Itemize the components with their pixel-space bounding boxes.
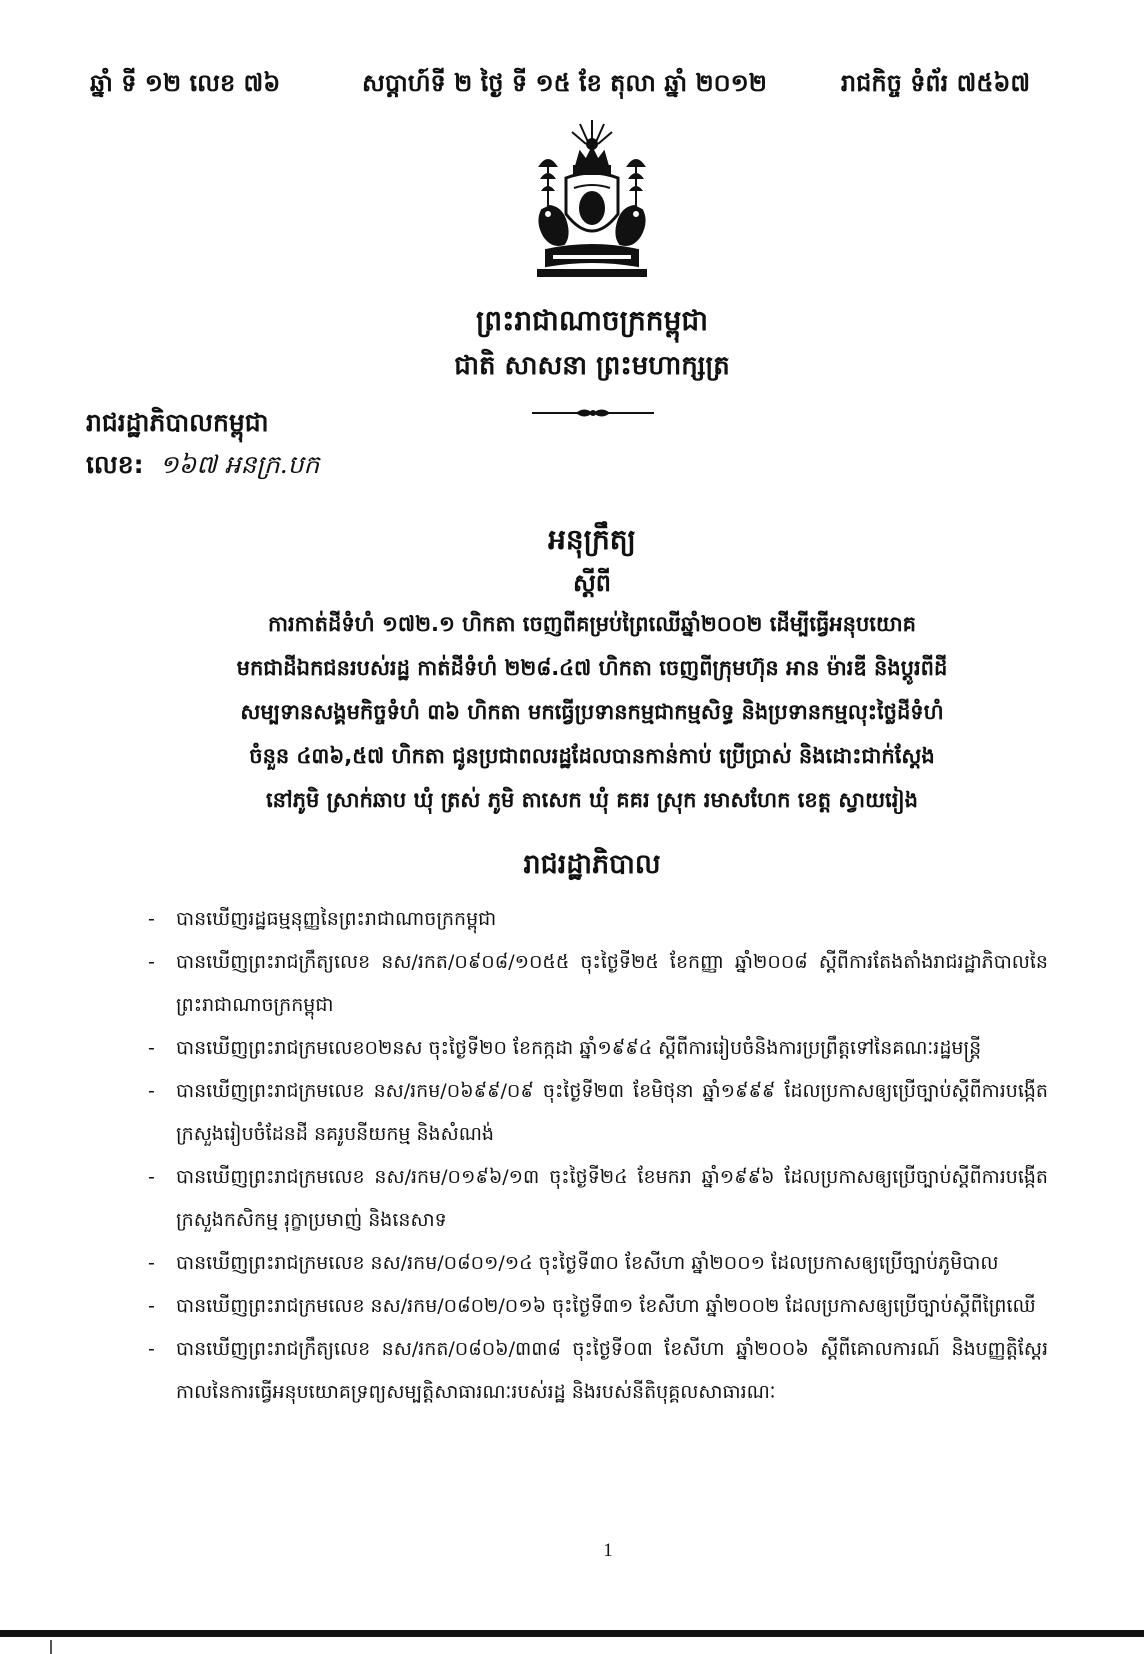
consideration-text: បានឃើញព្រះរាជក្រមលេខ នស/រកម/០១៩៦/១៣ ចុះថ្ងៃទី២៤ ខែមករា ឆ្នាំ១៩៩៦ ដែលប្រកាសឲ្យប្រើច្បាប់ស្ដីពីការបង្កើតក្រសួងកសិកម្ម រុក្ខាប្រមាញ់ និងនេសាទ	[176, 1166, 1048, 1231]
national-motto: ជាតិ សាសនា ព្រះមហាក្សត្រ	[454, 351, 730, 381]
consideration-text: បានឃើញព្រះរាជក្រមលេខ នស/រកម/០៨០១/១៤ ចុះថ្ងៃទី៣០ ខែសីហា ឆ្នាំ២០០១ ដែលប្រកាសឲ្យប្រើច្បាប់ភូមិបាល	[176, 1252, 999, 1274]
list-dash: -	[148, 908, 155, 930]
section-title: រាជរដ្ឋាភិបាល	[523, 849, 661, 880]
kingdom-title: ព្រះរាជាណាចក្រកម្ពុជា	[475, 304, 708, 337]
document-number-label: លេខ:	[86, 450, 144, 479]
consideration-text: បានឃើញព្រះរាជក្រឹត្យលេខ នស/រកត/០៩០៨/១០៥៥ ចុះថ្ងៃទី២៥ ខែកញ្ញា ឆ្នាំ២០០៨ ស្ដីពីការតែងតាំងរាជរដ្ឋាភិបាលនៃព្រះរាជាណាចក្រកម្ពុជា	[176, 951, 1048, 1016]
document-number-value: ១៦៧ អនក្រ.បក	[159, 450, 320, 479]
subject-line: ការកាត់ដីទំហំ ១៧២.១ ហិកតា ចេញពីគម្រប់ព្រៃឈើឆ្នាំ២០០២ ដើម្បីធ្វើអនុបយោគ	[268, 612, 916, 636]
subject-line: សម្បទានសង្គមកិច្ចទំហំ ៣៦ ហិកតា មកធ្វើប្រទានកម្មជាកម្មសិទ្ធ និងប្រទានកម្មលុះថ្លៃដីទំហំ	[240, 700, 944, 724]
subject-line: នៅភូមិ ស្រាក់ឆាប ឃុំ ត្រស់ ភូមិ តាសេក ឃុំ គគរ ស្រុក រមាសហែក ខេត្ត ស្វាយរៀង	[266, 788, 918, 812]
consideration-item	[148, 1285, 1048, 1328]
subject-line: មកជាដីឯកជនរបស់រដ្ឋ កាត់ដីទំហំ ២២៨.៤៧ ហិកតា ចេញពីក្រុមហ៊ុន អាន ម៉ារឌី និងប្ដូរពីដី	[236, 656, 948, 680]
list-dash: -	[148, 1252, 155, 1274]
consideration-item	[148, 941, 1048, 1027]
page-number: 1	[603, 1540, 613, 1561]
consideration-item	[148, 898, 1048, 941]
subject-label: ស្ដីពី	[572, 569, 612, 597]
scan-bottom-edge	[0, 1630, 1144, 1637]
consideration-item	[148, 1328, 1048, 1414]
list-dash: -	[148, 951, 155, 973]
list-dash: -	[148, 1166, 155, 1188]
gazette-page-ref: រាជកិច្ច ទំព័រ ៧៥៦៧	[840, 69, 1030, 97]
consideration-text: បានឃើញព្រះរាជក្រមលេខ០២នស ចុះថ្ងៃទី២០ ខែកក្កដា ឆ្នាំ១៩៩៤ ស្ដីពីការរៀបចំនិងការប្រព្រឹត្តទៅនៃគណៈរដ្ឋមន្ត្រី	[176, 1037, 982, 1059]
consideration-item	[148, 1070, 1048, 1156]
gazette-date: សប្ដាហ៍ទី ២ ថ្ងៃ ទី ១៥ ខែ តុលា ឆ្នាំ ២០១២	[362, 69, 767, 97]
list-dash: -	[148, 1338, 155, 1360]
list-dash: -	[148, 1080, 155, 1102]
consideration-item	[148, 1027, 1048, 1070]
issuer-block	[86, 402, 319, 486]
list-dash: -	[148, 1037, 155, 1059]
scan-mark	[50, 1640, 52, 1654]
subject-text	[150, 602, 1034, 822]
considerations-list	[148, 898, 1048, 1414]
list-dash: -	[148, 1295, 155, 1317]
ornament-divider-icon	[532, 406, 654, 420]
consideration-text: បានឃើញព្រះរាជក្រមលេខ នស/រកម/០៦៩៩/០៩ ចុះថ្ងៃទី២៣ ខែមិថុនា ឆ្នាំ១៩៩៩ ដែលប្រកាសឲ្យប្រើច្បាប់ស្ដីពីការបង្កើតក្រសួងរៀបចំដែនដី នគរូបនីយកម្ម និងសំណង់	[176, 1080, 1048, 1145]
consideration-item	[148, 1242, 1048, 1285]
gazette-header	[90, 68, 1030, 108]
consideration-item	[148, 1156, 1048, 1242]
document-number-row	[86, 444, 319, 486]
royal-coat-of-arms-icon	[526, 118, 658, 288]
gazette-year-issue: ឆ្នាំ ទី ១២ លេខ ៧៦	[90, 69, 281, 97]
consideration-text: បានឃើញព្រះរាជក្រឹត្យលេខ នស/រកត/០៨០៦/៣៣៨ ចុះថ្ងៃទី០៣ ខែសីហា ឆ្នាំ២០០៦ ស្ដីពីគោលការណ៍ និងបញ្ញត្តិស្ដែរកាលនៃការធ្វើអនុបយោគទ្រព្យសម្បត្តិសាធារណៈរបស់រដ្ឋ និងរបស់នីតិបុគ្គលសាធារណៈ	[176, 1338, 1048, 1403]
subject-line: ចំនួន ៤៣៦,៥៧ ហិកតា ជូនប្រជាពលរដ្ឋដែលបានកាន់កាប់ ប្រើប្រាស់ និងដោះជាក់ស្ដែង	[249, 744, 935, 768]
consideration-text: បានឃើញរដ្ឋធម្មនុញ្ញនៃព្រះរាជាណាចក្រកម្ពុជា	[176, 908, 497, 930]
consideration-text: បានឃើញព្រះរាជក្រមលេខ នស/រកម/០៨០២/០១៦ ចុះថ្ងៃទី៣១ ខែសីហា ឆ្នាំ២០០២ ដែលប្រកាសឲ្យប្រើច្បាប់ស្ដីពីព្រៃឈើ	[176, 1295, 1036, 1317]
document-type-title: អនុក្រឹត្យ	[548, 523, 636, 556]
issuer-name: រាជរដ្ឋាភិបាលកម្ពុជា	[86, 408, 269, 437]
